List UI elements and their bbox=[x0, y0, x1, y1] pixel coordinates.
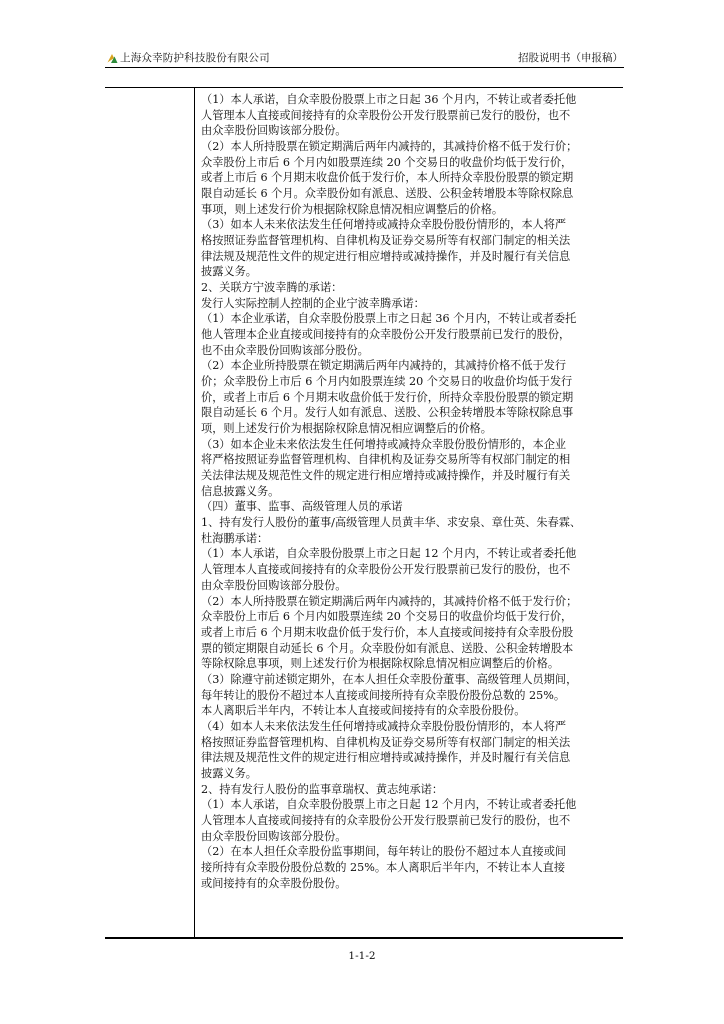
text-line: 接所持有众幸股份股份总数的 25%。本人离职后半年内，不转让本人直接 bbox=[201, 860, 566, 874]
text-line: 价，或者上市后 6 个月期末收盘价低于发行价，所持众幸股份股票的锁定期 bbox=[201, 390, 574, 404]
text-line: 或者上市后 6 个月期末收盘价低于发行价，本人直接或间接持有众幸股份股 bbox=[201, 625, 574, 639]
text-line: （2）本企业所持股票在锁定期满后两年内减持的，其减持价格不低于发行 bbox=[201, 359, 567, 373]
text-line: 限自动延长 6 个月。发行人如有派息、送股、公积金转增股本等除权除息事 bbox=[201, 406, 574, 420]
page-number: 1-1-2 bbox=[348, 950, 376, 962]
company-logo-icon bbox=[107, 53, 118, 64]
text-line: （3）如本企业未来依法发生任何增持或减持众幸股份股份情形的，本企业 bbox=[201, 437, 567, 451]
page-header bbox=[107, 51, 623, 67]
text-line: 价；众幸股份上市后 6 个月内如股票连续 20 个交易日的收盘价均低于发行 bbox=[201, 375, 573, 389]
text-line: 关法律法规及规范性文件的规定进行相应增持或减持操作，并及时履行有关 bbox=[201, 469, 571, 483]
text-line: 票的锁定期限自动延长 6 个月。众幸股份如有派息、送股、公积金转增股本 bbox=[201, 641, 574, 655]
text-line: 信息披露义务。 bbox=[201, 484, 280, 498]
text-line: 格按照证券监督管理机构、自律机构及证券交易所等有权部门制定的相关法 bbox=[201, 234, 571, 248]
text-line: 每年转让的股份不超过本人直接或间接所持有众幸股份股份总数的 25%。 bbox=[201, 688, 566, 702]
text-line: （1）本人承诺，自众幸股份股票上市之日起 12 个月内，不转让或者委托他 bbox=[201, 547, 577, 561]
text-line: 杜海鹏承诺： bbox=[201, 531, 269, 545]
text-line: （1）本人承诺，自众幸股份股票上市之日起 12 个月内，不转让或者委托他 bbox=[201, 798, 577, 812]
text-line: 限自动延长 6 个月。众幸股份如有派息、送股、公积金转增股本等除权除息 bbox=[201, 187, 574, 201]
text-line: 由众幸股份回购该部分股份。 bbox=[201, 829, 347, 843]
text-line: 项，则上述发行价为根据除权除息情况相应调整后的价格。 bbox=[201, 422, 492, 436]
text-line: 本人离职后半年内，不转让本人直接或间接持有的众幸股份股份。 bbox=[201, 704, 526, 718]
text-line: （3）如本人未来依法发生任何增持或减持众幸股份股份情形的，本人将严 bbox=[201, 218, 567, 232]
body-text bbox=[201, 92, 615, 891]
text-line: 等除权除息事项，则上述发行价为根据除权除息情况相应调整后的价格。 bbox=[201, 657, 560, 671]
header-rule bbox=[105, 67, 624, 68]
text-line: 或者上市后 6 个月期末收盘价低于发行价，本人所持众幸股份股票的锁定期 bbox=[201, 171, 574, 185]
table-right-column bbox=[195, 88, 623, 937]
text-line: 2、关联方宁波幸腾的承诺： bbox=[201, 281, 343, 295]
text-line: 他人管理本企业直接或间接持有的众幸股份公开发行股票前已发行的股份， bbox=[201, 328, 571, 342]
table-left-column bbox=[105, 88, 195, 937]
text-line: （2）本人所持股票在锁定期满后两年内减持的，其减持价格不低于发行价； bbox=[201, 140, 578, 154]
text-line: 众幸股份上市后 6 个月内如股票连续 20 个交易日的收盘价均低于发行价， bbox=[201, 155, 573, 169]
content-table bbox=[105, 87, 623, 939]
text-line: 律法规及规范性文件的规定进行相应增持或减持操作，并及时履行有关信息 bbox=[201, 249, 571, 263]
text-line: 或间接持有的众幸股份股份。 bbox=[201, 876, 347, 890]
text-line: （1）本人承诺，自众幸股份股票上市之日起 36 个月内，不转让或者委托他 bbox=[201, 93, 577, 106]
text-line: 披露义务。 bbox=[201, 766, 257, 780]
text-line: （1）本企业承诺，自众幸股份股票上市之日起 36 个月内，不转让或者委托 bbox=[201, 312, 577, 326]
company-name: 上海众幸防护科技股份有限公司 bbox=[120, 52, 270, 64]
text-line: 也不由众幸股份回购该部分股份。 bbox=[201, 343, 369, 357]
text-line: 将严格按照证券监督管理机构、自律机构及证券交易所等有权部门制定的相 bbox=[201, 453, 571, 467]
text-line: 1、持有发行人股份的董事/高级管理人员黄丰华、求安泉、章仕英、朱春霖、 bbox=[201, 516, 582, 530]
text-line: 格按照证券监督管理机构、自律机构及证券交易所等有权部门制定的相关法 bbox=[201, 735, 571, 749]
text-line: 2、持有发行人股份的监事章瑞权、黄志纯承诺： bbox=[201, 782, 444, 796]
text-line: 人管理本人直接或间接持有的众幸股份公开发行股票前已发行的股份，也不 bbox=[201, 813, 571, 827]
text-line: （4）如本人未来依法发生任何增持或减持众幸股份股份情形的，本人将严 bbox=[201, 719, 567, 733]
text-line: 事项，则上述发行价为根据除权除息情况相应调整后的价格。 bbox=[201, 202, 504, 216]
text-line: （四）董事、监事、高级管理人员的承诺 bbox=[201, 500, 403, 514]
text-line: （3）除遵守前述锁定期外，在本人担任众幸股份董事、高级管理人员期间， bbox=[201, 672, 578, 686]
text-line: 发行人实际控制人控制的企业宁波幸腾承诺： bbox=[201, 296, 425, 310]
text-line: 律法规及规范性文件的规定进行相应增持或减持操作，并及时履行有关信息 bbox=[201, 751, 571, 765]
text-line: 众幸股份上市后 6 个月内如股票连续 20 个交易日的收盘价均低于发行价， bbox=[201, 610, 573, 624]
document-title: 招股说明书（申报稿） bbox=[518, 52, 623, 64]
text-line: （2）在本人担任众幸股份监事期间，每年转让的股份不超过本人直接或间 bbox=[201, 845, 567, 859]
text-line: 人管理本人直接或间接持有的众幸股份公开发行股票前已发行的股份，也不 bbox=[201, 108, 571, 122]
text-line: （2）本人所持股票在锁定期满后两年内减持的，其减持价格不低于发行价； bbox=[201, 594, 578, 608]
text-line: 披露义务。 bbox=[201, 265, 257, 279]
text-line: 由众幸股份回购该部分股份。 bbox=[201, 124, 347, 138]
text-line: 人管理本人直接或间接持有的众幸股份公开发行股票前已发行的股份，也不 bbox=[201, 563, 571, 577]
text-line: 由众幸股份回购该部分股份。 bbox=[201, 578, 347, 592]
